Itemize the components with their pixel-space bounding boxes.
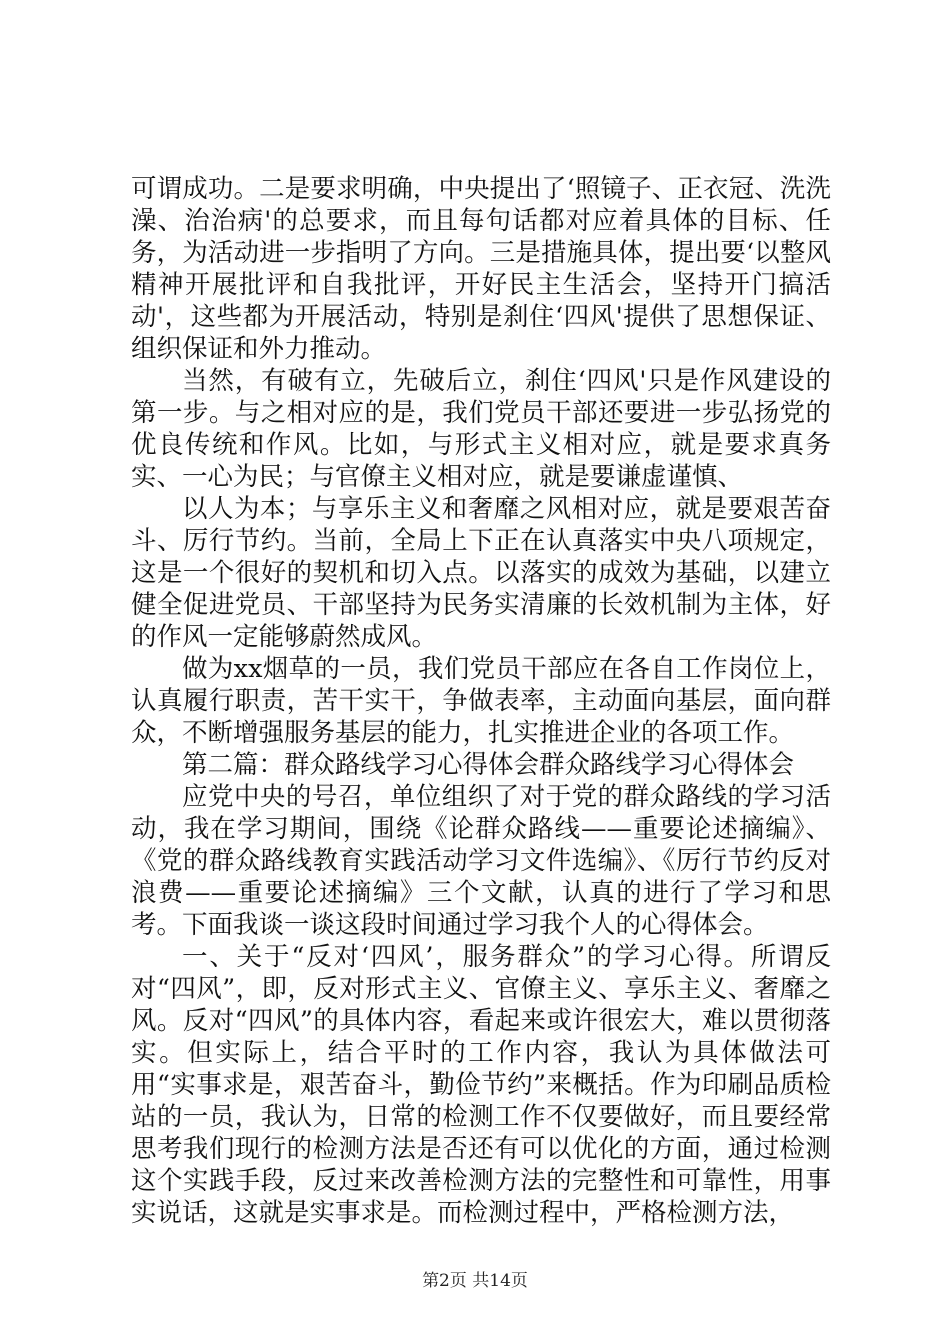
paragraph: 当然，有破有立，先破后立，刹住‘四风'只是作风建设的第一步。与之相对应的是，我们党员干部还要进一步弘扬党的优良传统和作风。比如，与形式主义相对应，就是要求真务实、一心为民；与官僚主义相对应，就是要谦虚谨慎、	[131, 366, 831, 492]
page-footer: 第2页 共14页	[422, 1271, 528, 1291]
section-heading: 第二篇：群众路线学习心得体会群众路线学习心得体会	[182, 750, 795, 780]
paragraph: 以人为本；与享乐主义和奢靡之风相对应，就是要艰苦奋斗、厉行节约。当前，全局上下正在认真落实中央八项规定，这是一个很好的契机和切入点。以落实的成效为基础，以建立健全促进党员、干部坚持为民务实清廉的长效机制为主体，好的作风一定能够蔚然成风。	[131, 494, 831, 652]
paragraph-continued: 可谓成功。二是要求明确，中央提出了‘照镜子、正衣冠、洗洗澡、治治病'的总要求，而且每句话都对应着具体的目标、任务，为活动进一步指明了方向。三是措施具体，提出要‘以整风精神开展批评和自我批评，开好民主生活会，坚持开门搞活动'，这些都为开展活动，特别是刹住‘四风'提供了思想保证、组织保证和外力推动。	[131, 174, 831, 364]
paragraph: 一、关于“反对‘四风’，服务群众”的学习心得。所谓反对“四风”，即，反对形式主义、官僚主义、享乐主义、奢靡之风。反对“四风”的具体内容，看起来或许很宏大，难以贯彻落实。但实际上，结合平时的工作内容，我认为具体做法可用“实事求是，艰苦奋斗，勤俭节约”来概括。作为印刷品质检站的一员，我认为，日常的检测工作不仅要做好，而且要经常思考我们现行的检测方法是否还有可以优化的方面，通过检测这个实践手段，反过来改善检测方法的完整性和可靠性，用事实说话，这就是实事求是。而检测过程中，严格检测方法，	[131, 942, 831, 1228]
paragraph: 做为xx烟草的一员，我们党员干部应在各自工作岗位上，认真履行职责，苦干实干，争做表率，主动面向基层，面向群众，不断增强服务基层的能力，扎实推进企业的各项工作。	[131, 654, 831, 748]
paragraph: 应党中央的号召，单位组织了对于党的群众路线的学习活动，我在学习期间，围绕《论群众路线——重要论述摘编》、《党的群众路线教育实践活动学习文件选编》、《厉行节约反对浪费——重要论述摘编》三个文献，认真的进行了学习和思考。下面我谈一谈这段时间通过学习我个人的心得体会。	[131, 782, 831, 940]
document-body	[131, 173, 831, 1229]
